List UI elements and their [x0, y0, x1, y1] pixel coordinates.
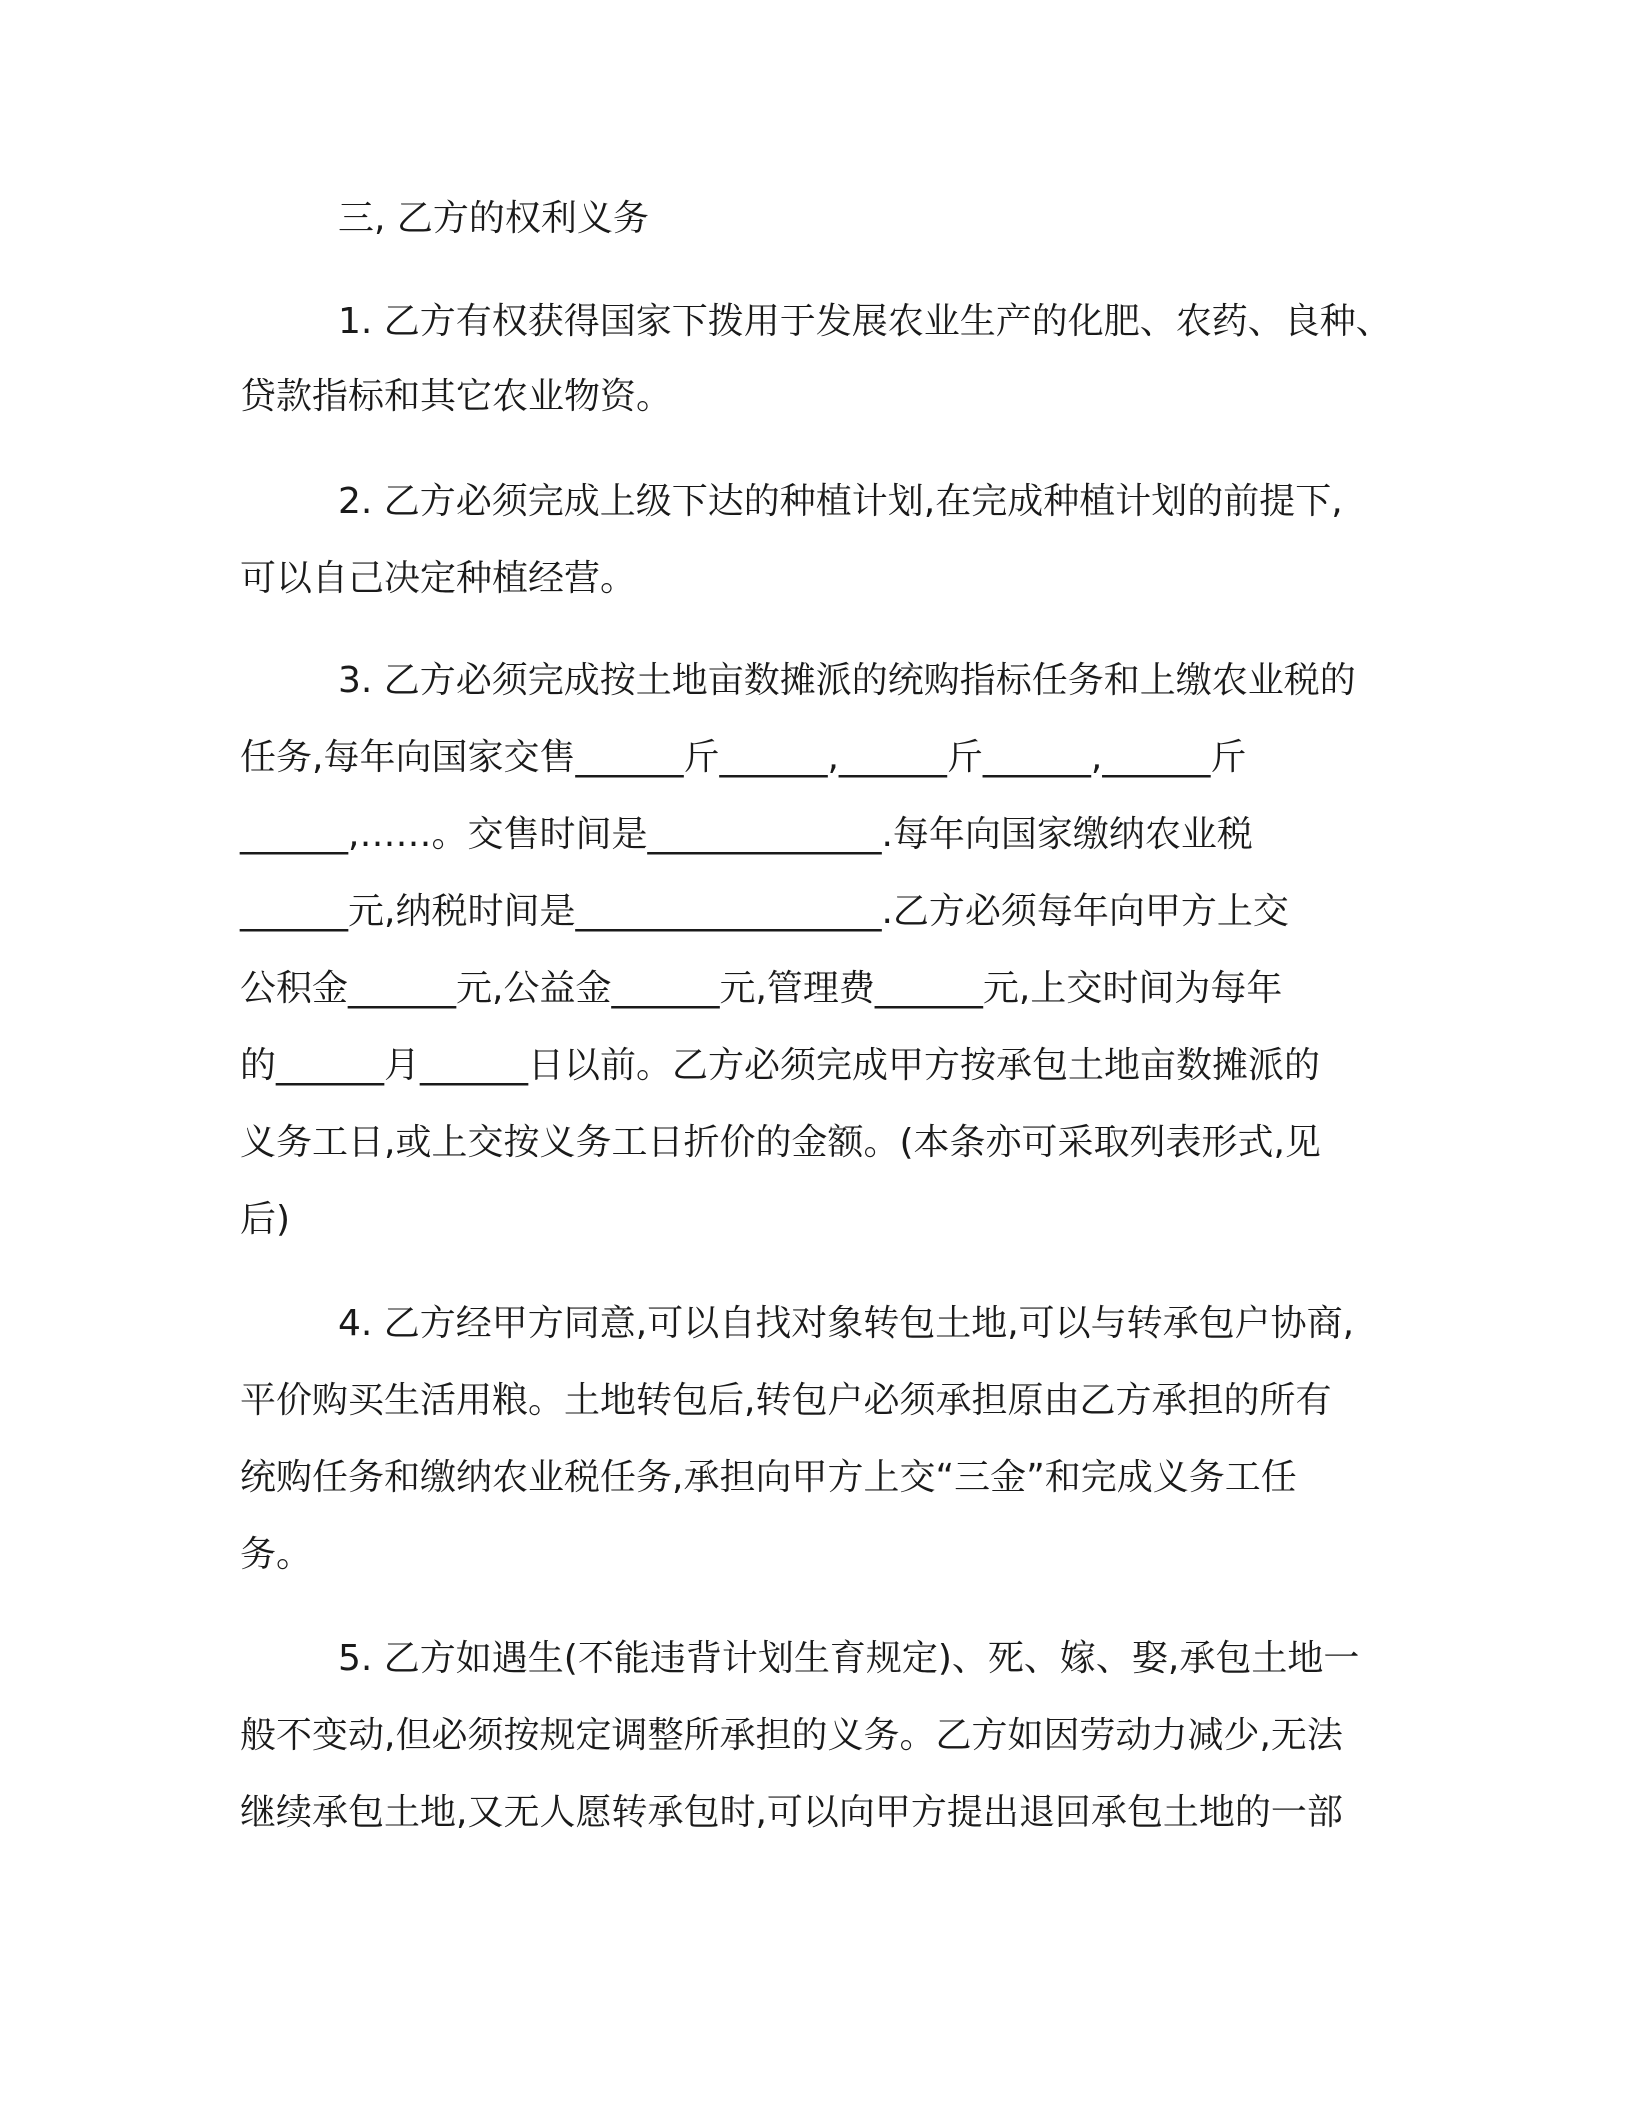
paragraph-line: 般不变动,但必须按规定调整所承担的义务。乙方如因劳动力减少,无法 [240, 1715, 1343, 1756]
paragraph-line: 务。 [240, 1534, 313, 1575]
paragraph-line: 后) [240, 1199, 291, 1240]
paragraph-line: 可以自己决定种植经营。 [240, 558, 637, 599]
paragraph-line: 4. 乙方经甲方同意,可以自找对象转包土地,可以与转承包户协商, [338, 1303, 1355, 1344]
paragraph-line: 任务,每年向国家交售______斤______,______斤______,______斤 [240, 737, 1247, 778]
paragraph-line: 的______月______日以前。乙方必须完成甲方按承包土地亩数摊派的 [240, 1045, 1321, 1086]
paragraph-line: 公积金______元,公益金______元,管理费______元,上交时间为每年 [240, 968, 1283, 1009]
paragraph-line: 5. 乙方如遇生(不能违背计划生育规定)、死、嫁、娶,承包土地一 [338, 1638, 1360, 1679]
paragraph-line: ______元,纳税时间是_________________.乙方必须每年向甲方上交 [240, 891, 1289, 932]
paragraph-line: 统购任务和缴纳农业税任务,承担向甲方上交“三金”和完成义务工任 [240, 1457, 1297, 1498]
paragraph-line: 1. 乙方有权获得国家下拨用于发展农业生产的化肥、农药、良种、 [338, 301, 1392, 342]
paragraph-line: 平价购买生活用粮。土地转包后,转包户必须承担原由乙方承担的所有 [240, 1380, 1332, 1421]
paragraph-line: 继续承包土地,又无人愿转承包时,可以向甲方提出退回承包土地的一部 [240, 1792, 1343, 1833]
paragraph-line: 贷款指标和其它农业物资。 [240, 376, 673, 417]
paragraph-line: 2. 乙方必须完成上级下达的种植计划,在完成种植计划的前提下, [338, 481, 1343, 522]
paragraph-line: 义务工日,或上交按义务工日折价的金额。(本条亦可采取列表形式,见 [240, 1122, 1321, 1163]
paragraph-line: ______,……。交售时间是_____________.每年向国家缴纳农业税 [240, 814, 1253, 855]
paragraph-line: 3. 乙方必须完成按土地亩数摊派的统购指标任务和上缴农业税的 [338, 660, 1356, 701]
section-heading: 三, 乙方的权利义务 [338, 198, 649, 239]
